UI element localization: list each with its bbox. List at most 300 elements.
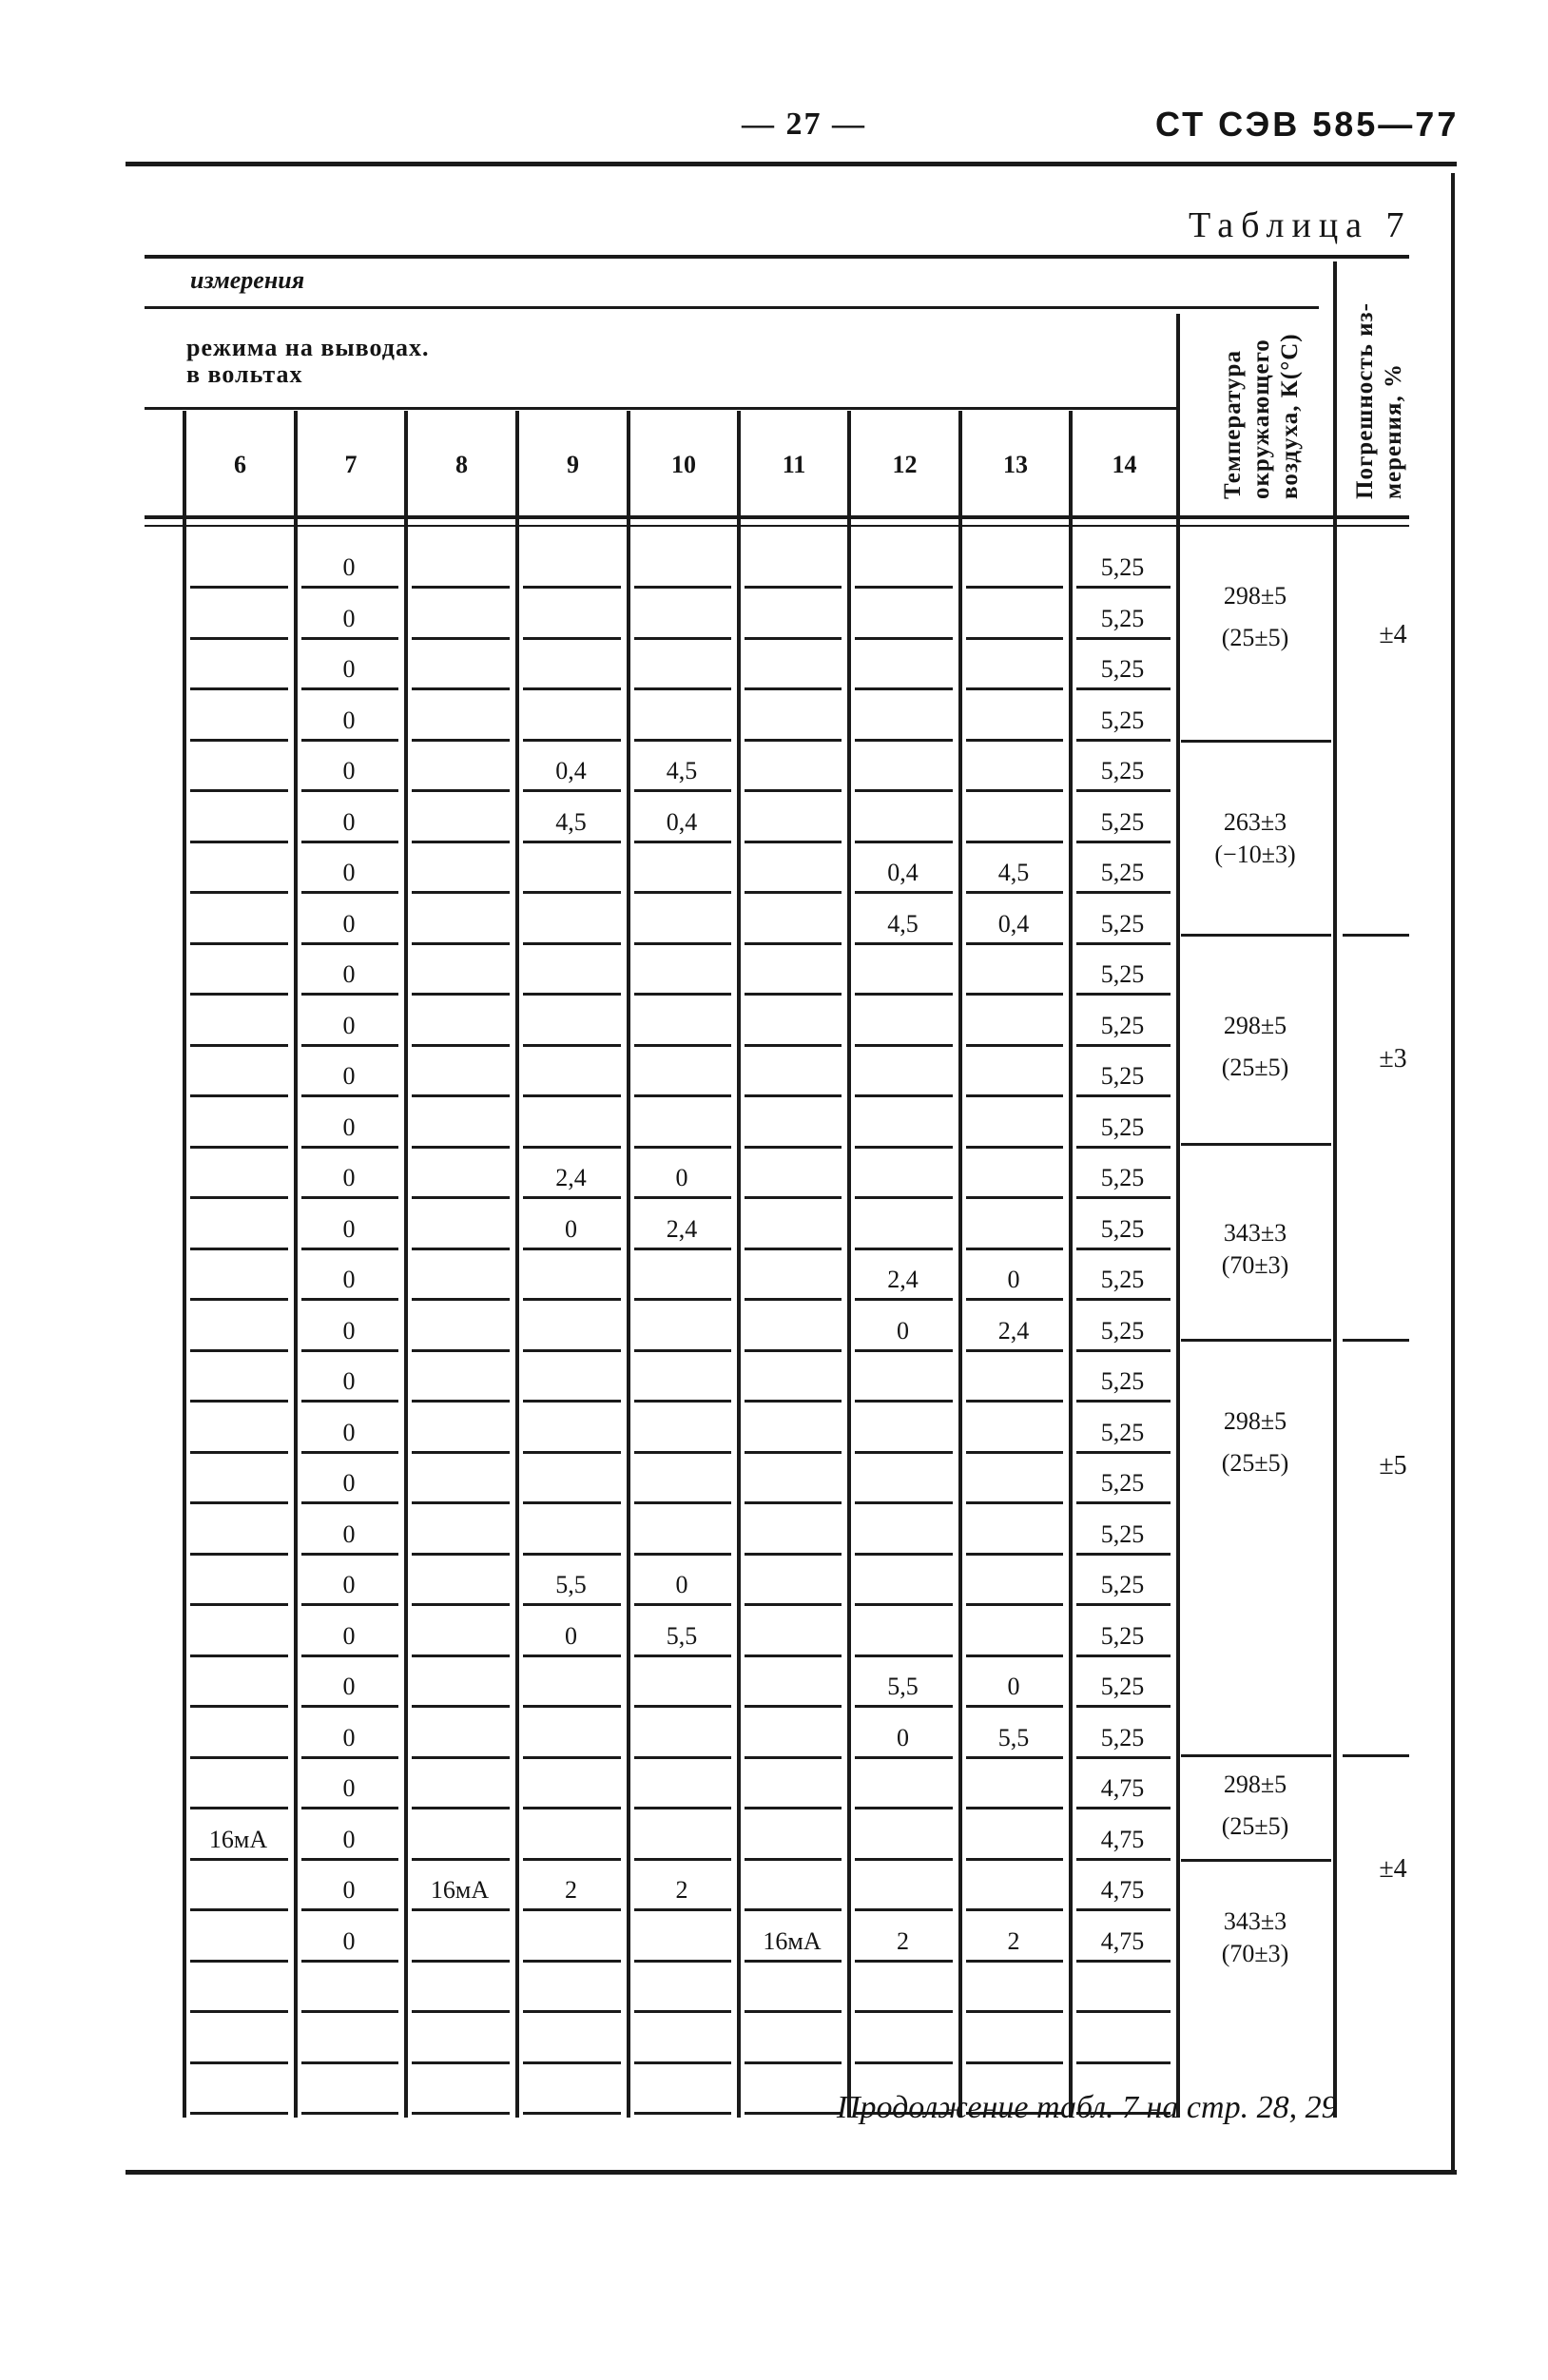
table-cell: 4,75 xyxy=(1100,1774,1145,1802)
row-rule xyxy=(190,789,288,792)
table-cell: 0 xyxy=(342,1774,356,1802)
section-subtitle-line1: режима на выводах. xyxy=(186,334,430,361)
table-cell: 0 xyxy=(342,1062,356,1090)
row-rule xyxy=(412,841,510,843)
ambient-celsius: (25±5) xyxy=(1221,624,1289,651)
row-rule xyxy=(412,1501,510,1504)
row-rule xyxy=(1076,637,1171,640)
row-rule xyxy=(412,1400,510,1403)
row-rule xyxy=(634,993,731,996)
row-rule xyxy=(1076,841,1171,843)
table-cell: 0 xyxy=(342,1113,356,1141)
right-margin-rule xyxy=(1451,173,1455,2170)
row-rule xyxy=(190,1451,288,1454)
column-number: 13 xyxy=(1003,451,1028,478)
row-rule xyxy=(634,1196,731,1199)
table-cell: 0,4 xyxy=(887,859,919,886)
row-rule xyxy=(966,1654,1063,1657)
row-rule xyxy=(523,1807,621,1809)
column-number: 12 xyxy=(892,451,918,478)
row-rule xyxy=(966,687,1063,690)
row-rule xyxy=(190,1094,288,1097)
accuracy-value: ±4 xyxy=(1379,1854,1407,1884)
row-rule xyxy=(634,1756,731,1759)
row-rule xyxy=(634,637,731,640)
table-cell: 0 xyxy=(342,1926,356,1955)
row-rule xyxy=(1076,1501,1171,1504)
table-cell: 2,4 xyxy=(666,1214,698,1243)
row-rule xyxy=(301,1400,398,1403)
ambient-celsius: (25±5) xyxy=(1221,1054,1289,1081)
row-rule xyxy=(855,1298,953,1301)
table-cell: 0 xyxy=(1007,1673,1020,1700)
row-rule xyxy=(301,687,398,690)
ambient-temperature-header xyxy=(1219,261,1305,499)
row-rule xyxy=(855,687,953,690)
table-cell: 5,25 xyxy=(1100,1367,1145,1395)
row-rule xyxy=(634,1858,731,1861)
row-rule xyxy=(855,1553,953,1556)
column-divider xyxy=(847,411,851,2118)
column-number: 14 xyxy=(1112,451,1137,478)
header-bottom-rule xyxy=(145,515,1409,519)
group-rule xyxy=(1181,1754,1331,1757)
row-rule xyxy=(855,1908,953,1911)
row-rule xyxy=(966,1553,1063,1556)
group-rule xyxy=(1181,934,1331,937)
row-rule xyxy=(412,586,510,589)
table-cell: 0 xyxy=(342,1164,356,1191)
table-cell: 0 xyxy=(342,1214,356,1243)
row-rule xyxy=(855,739,953,742)
row-rule xyxy=(190,1654,288,1657)
table-cell: 0 xyxy=(342,1876,356,1904)
accuracy-value: ±4 xyxy=(1379,620,1407,649)
row-rule xyxy=(634,2112,731,2115)
table-top-rule xyxy=(145,255,1409,259)
row-rule xyxy=(412,1094,510,1097)
row-rule xyxy=(412,1807,510,1809)
column-number: 11 xyxy=(782,451,806,478)
row-rule xyxy=(745,2061,842,2064)
row-rule xyxy=(745,789,842,792)
row-rule xyxy=(855,637,953,640)
row-rule xyxy=(190,2010,288,2013)
row-rule xyxy=(966,1196,1063,1199)
column-divider xyxy=(958,411,962,2118)
header-rule xyxy=(126,162,1457,166)
column-divider xyxy=(183,411,186,2118)
row-rule xyxy=(745,1908,842,1911)
row-rule xyxy=(412,1349,510,1352)
row-rule xyxy=(634,1654,731,1657)
table-cell: 5,25 xyxy=(1100,909,1145,938)
group-rule xyxy=(1181,1859,1331,1862)
row-rule xyxy=(301,2112,398,2115)
row-rule xyxy=(190,1298,288,1301)
table-cell: 2 xyxy=(1007,1926,1020,1955)
row-rule xyxy=(745,942,842,945)
row-rule xyxy=(412,1196,510,1199)
row-rule xyxy=(190,1756,288,1759)
row-rule xyxy=(634,2061,731,2064)
row-rule xyxy=(966,586,1063,589)
row-rule xyxy=(1076,1908,1171,1911)
row-rule xyxy=(966,1094,1063,1097)
row-rule xyxy=(523,2112,621,2115)
row-rule xyxy=(1076,2010,1171,2013)
row-rule xyxy=(1076,1603,1171,1606)
row-rule xyxy=(745,1705,842,1708)
row-rule xyxy=(966,1451,1063,1454)
row-rule xyxy=(1076,1705,1171,1708)
table-cell: 4,5 xyxy=(887,909,919,938)
table-cell: 2,4 xyxy=(887,1266,919,1293)
ambient-kelvin: 298±5 xyxy=(1223,1407,1287,1435)
row-rule xyxy=(412,1960,510,1963)
row-rule xyxy=(1076,993,1171,996)
row-rule xyxy=(1076,1858,1171,1861)
table-cell: 4,75 xyxy=(1100,1825,1145,1853)
row-rule xyxy=(634,687,731,690)
row-rule xyxy=(745,1654,842,1657)
row-rule xyxy=(855,1451,953,1454)
header-double-rule xyxy=(145,525,1409,527)
table-cell: 5,25 xyxy=(1100,604,1145,632)
row-rule xyxy=(855,1858,953,1861)
table-cell: 5,25 xyxy=(1100,757,1145,784)
row-rule xyxy=(745,1298,842,1301)
row-rule xyxy=(966,1960,1063,1963)
table-cell: 5,25 xyxy=(1100,859,1145,886)
row-rule xyxy=(190,637,288,640)
table-cell: 5,25 xyxy=(1100,1214,1145,1243)
row-rule xyxy=(190,1146,288,1149)
row-rule xyxy=(745,993,842,996)
row-rule xyxy=(523,891,621,894)
section-title: измерения xyxy=(190,266,305,294)
row-rule xyxy=(966,1146,1063,1149)
row-rule xyxy=(190,687,288,690)
row-rule xyxy=(523,1553,621,1556)
row-rule xyxy=(745,637,842,640)
row-rule xyxy=(745,1248,842,1250)
row-rule xyxy=(745,1960,842,1963)
table-cell: 0 xyxy=(342,1316,356,1345)
row-rule xyxy=(1076,942,1171,945)
table-cell: 0 xyxy=(342,1673,356,1700)
table-cell: 5,25 xyxy=(1100,960,1145,988)
table-cell: 5,25 xyxy=(1100,1519,1145,1548)
row-rule xyxy=(745,739,842,742)
row-rule xyxy=(966,2061,1063,2064)
table-cell: 0 xyxy=(342,1266,356,1293)
row-rule xyxy=(523,687,621,690)
table-cell: 0 xyxy=(342,1519,356,1548)
column-divider xyxy=(404,411,408,2118)
row-rule xyxy=(634,942,731,945)
table-cell: 5,25 xyxy=(1100,1418,1145,1446)
row-rule xyxy=(301,789,398,792)
row-rule xyxy=(634,1501,731,1504)
row-rule xyxy=(855,789,953,792)
row-rule xyxy=(745,1349,842,1352)
row-rule xyxy=(190,942,288,945)
row-rule xyxy=(1076,1756,1171,1759)
row-rule xyxy=(855,1248,953,1250)
row-rule xyxy=(301,1451,398,1454)
row-rule xyxy=(190,2112,288,2115)
section-rule xyxy=(145,306,1319,309)
footer-rule xyxy=(126,2170,1457,2175)
row-rule xyxy=(1076,687,1171,690)
row-rule xyxy=(301,1858,398,1861)
ambient-header-text: Температура окружающего воздуха, К(°С) xyxy=(1220,333,1303,499)
column-divider xyxy=(737,411,741,2118)
ambient-celsius: (70±3) xyxy=(1221,1940,1289,1967)
row-rule xyxy=(412,2010,510,2013)
row-rule xyxy=(190,1501,288,1504)
table-cell: 0 xyxy=(342,909,356,938)
ambient-kelvin: 343±3 xyxy=(1223,1219,1287,1247)
row-rule xyxy=(634,789,731,792)
ambient-temperature-value xyxy=(1174,806,1336,871)
row-rule xyxy=(412,1553,510,1556)
column-divider xyxy=(627,411,630,2118)
row-rule xyxy=(301,1705,398,1708)
row-rule xyxy=(301,2061,398,2064)
row-rule xyxy=(855,1196,953,1199)
row-rule xyxy=(855,2010,953,2013)
row-rule xyxy=(1076,1044,1171,1047)
row-rule xyxy=(412,739,510,742)
table-cell: 5,25 xyxy=(1100,1673,1145,1700)
page-number: — 27 — xyxy=(742,106,866,142)
row-rule xyxy=(190,1603,288,1606)
row-rule xyxy=(634,891,731,894)
row-rule xyxy=(1076,1451,1171,1454)
row-rule xyxy=(966,841,1063,843)
row-rule xyxy=(412,993,510,996)
row-rule xyxy=(634,586,731,589)
row-rule xyxy=(966,739,1063,742)
row-rule xyxy=(855,1960,953,1963)
ambient-kelvin: 298±5 xyxy=(1223,1770,1287,1798)
ambient-celsius: (−10±3) xyxy=(1214,841,1296,868)
row-rule xyxy=(1076,1196,1171,1199)
row-rule xyxy=(634,1094,731,1097)
accuracy-value: ±5 xyxy=(1379,1451,1407,1480)
row-rule xyxy=(190,1553,288,1556)
row-rule xyxy=(634,1146,731,1149)
row-rule xyxy=(745,1756,842,1759)
ambient-celsius: (70±3) xyxy=(1221,1251,1289,1279)
table-cell: 0 xyxy=(342,807,356,836)
table-cell: 0 xyxy=(342,1571,356,1598)
table-cell: 5,25 xyxy=(1100,553,1145,581)
row-rule xyxy=(523,841,621,843)
row-rule xyxy=(523,1349,621,1352)
row-rule xyxy=(412,1756,510,1759)
row-rule xyxy=(634,1248,731,1250)
row-rule xyxy=(301,891,398,894)
row-rule xyxy=(523,1196,621,1199)
row-rule xyxy=(301,1094,398,1097)
table-cell: 5,25 xyxy=(1100,1316,1145,1345)
table-cell: 5,25 xyxy=(1100,655,1145,683)
row-rule xyxy=(745,1400,842,1403)
table-cell: 0 xyxy=(675,1164,688,1191)
row-rule xyxy=(1076,1654,1171,1657)
table-cell: 0,4 xyxy=(997,909,1030,938)
table-cell: 5,5 xyxy=(997,1723,1030,1751)
row-rule xyxy=(966,942,1063,945)
table-cell: 5,25 xyxy=(1100,1723,1145,1751)
table-cell: 5,25 xyxy=(1100,807,1145,836)
row-rule xyxy=(745,1094,842,1097)
column-number: 7 xyxy=(344,451,358,478)
row-rule xyxy=(301,586,398,589)
row-rule xyxy=(745,2010,842,2013)
table-cell: 0 xyxy=(342,655,356,683)
table-cell: 0 xyxy=(565,1214,577,1243)
row-rule xyxy=(301,637,398,640)
row-rule xyxy=(745,1451,842,1454)
table-title: Таблица 7 xyxy=(1189,205,1412,245)
table-cell: 0 xyxy=(342,1825,356,1853)
row-rule xyxy=(634,1908,731,1911)
row-rule xyxy=(634,1349,731,1352)
row-rule xyxy=(190,841,288,843)
row-rule xyxy=(1076,2061,1171,2064)
table-cell: 5,25 xyxy=(1100,1571,1145,1598)
row-rule xyxy=(966,1807,1063,1809)
row-rule xyxy=(634,1960,731,1963)
row-rule xyxy=(412,1451,510,1454)
row-rule xyxy=(745,1603,842,1606)
table-cell: 5,5 xyxy=(555,1571,587,1598)
row-rule xyxy=(190,1248,288,1250)
row-rule xyxy=(412,942,510,945)
row-rule xyxy=(966,789,1063,792)
row-rule xyxy=(634,2010,731,2013)
row-rule xyxy=(855,1146,953,1149)
row-rule xyxy=(1076,1349,1171,1352)
row-rule xyxy=(634,1400,731,1403)
row-rule xyxy=(855,1044,953,1047)
row-rule xyxy=(301,1807,398,1809)
row-rule xyxy=(745,841,842,843)
table-cell: 4,5 xyxy=(555,807,587,836)
row-rule xyxy=(966,1349,1063,1352)
table-cell: 2 xyxy=(675,1876,688,1904)
row-rule xyxy=(301,1960,398,1963)
row-rule xyxy=(412,2061,510,2064)
row-rule xyxy=(301,1603,398,1606)
row-rule xyxy=(523,1960,621,1963)
ambient-kelvin: 298±5 xyxy=(1223,1012,1287,1039)
row-rule xyxy=(190,1705,288,1708)
row-rule xyxy=(966,1400,1063,1403)
row-rule xyxy=(190,1908,288,1911)
table-cell: 5,25 xyxy=(1100,1011,1145,1039)
row-rule xyxy=(523,1146,621,1149)
row-rule xyxy=(745,1858,842,1861)
row-rule xyxy=(301,739,398,742)
row-rule xyxy=(634,1705,731,1708)
table-cell: 2 xyxy=(565,1876,577,1904)
ambient-celsius: (25±5) xyxy=(1221,1812,1289,1840)
table-cell: 0 xyxy=(1007,1266,1020,1293)
table-cell: 0 xyxy=(342,1621,356,1650)
row-rule xyxy=(301,1196,398,1199)
row-rule xyxy=(523,993,621,996)
ambient-temperature-value xyxy=(1174,1405,1336,1480)
table-cell: 0,4 xyxy=(666,807,698,836)
row-rule xyxy=(523,1248,621,1250)
row-rule xyxy=(745,1146,842,1149)
ambient-temperature-value xyxy=(1174,1217,1336,1282)
row-rule xyxy=(412,687,510,690)
table-cell: 16мА xyxy=(430,1876,490,1904)
row-rule xyxy=(523,2061,621,2064)
table-cell: 5,25 xyxy=(1100,1062,1145,1090)
row-rule xyxy=(966,993,1063,996)
row-rule xyxy=(523,2010,621,2013)
row-rule xyxy=(855,1807,953,1809)
ambient-temperature-value xyxy=(1174,580,1336,654)
row-rule xyxy=(855,1349,953,1352)
row-rule xyxy=(301,942,398,945)
table-cell: 5,25 xyxy=(1100,1113,1145,1141)
ambient-temperature-value xyxy=(1174,1906,1336,1970)
row-rule xyxy=(745,1044,842,1047)
row-rule xyxy=(301,1908,398,1911)
ambient-temperature-value xyxy=(1174,1010,1336,1084)
table-cell: 0 xyxy=(897,1316,909,1345)
row-rule xyxy=(1076,891,1171,894)
continuation-note: Продолжение табл. 7 на стр. 28, 29 xyxy=(837,2090,1338,2125)
row-rule xyxy=(855,942,953,945)
row-rule xyxy=(301,2010,398,2013)
column-divider xyxy=(515,411,519,2118)
row-rule xyxy=(412,2112,510,2115)
row-rule xyxy=(412,1603,510,1606)
table-cell: 16мА xyxy=(208,1825,268,1853)
row-rule xyxy=(412,891,510,894)
row-rule xyxy=(966,637,1063,640)
row-rule xyxy=(966,2010,1063,2013)
row-rule xyxy=(190,1196,288,1199)
column-number: 6 xyxy=(234,451,246,478)
table-cell: 5,25 xyxy=(1100,1621,1145,1650)
table-cell: 0 xyxy=(342,553,356,581)
row-rule xyxy=(745,586,842,589)
table-cell: 4,75 xyxy=(1100,1876,1145,1904)
accuracy-header-text: Погрешность из- мерения, % xyxy=(1352,302,1406,499)
row-rule xyxy=(634,1807,731,1809)
table-cell: 0 xyxy=(342,1367,356,1395)
row-rule xyxy=(855,2061,953,2064)
ambient-temperature-value xyxy=(1174,1769,1336,1843)
group-rule xyxy=(1181,1143,1331,1146)
ambient-kelvin: 298±5 xyxy=(1223,582,1287,610)
row-rule xyxy=(855,1603,953,1606)
section-subtitle xyxy=(186,335,429,388)
row-rule xyxy=(523,1858,621,1861)
row-rule xyxy=(412,789,510,792)
row-rule xyxy=(190,1960,288,1963)
